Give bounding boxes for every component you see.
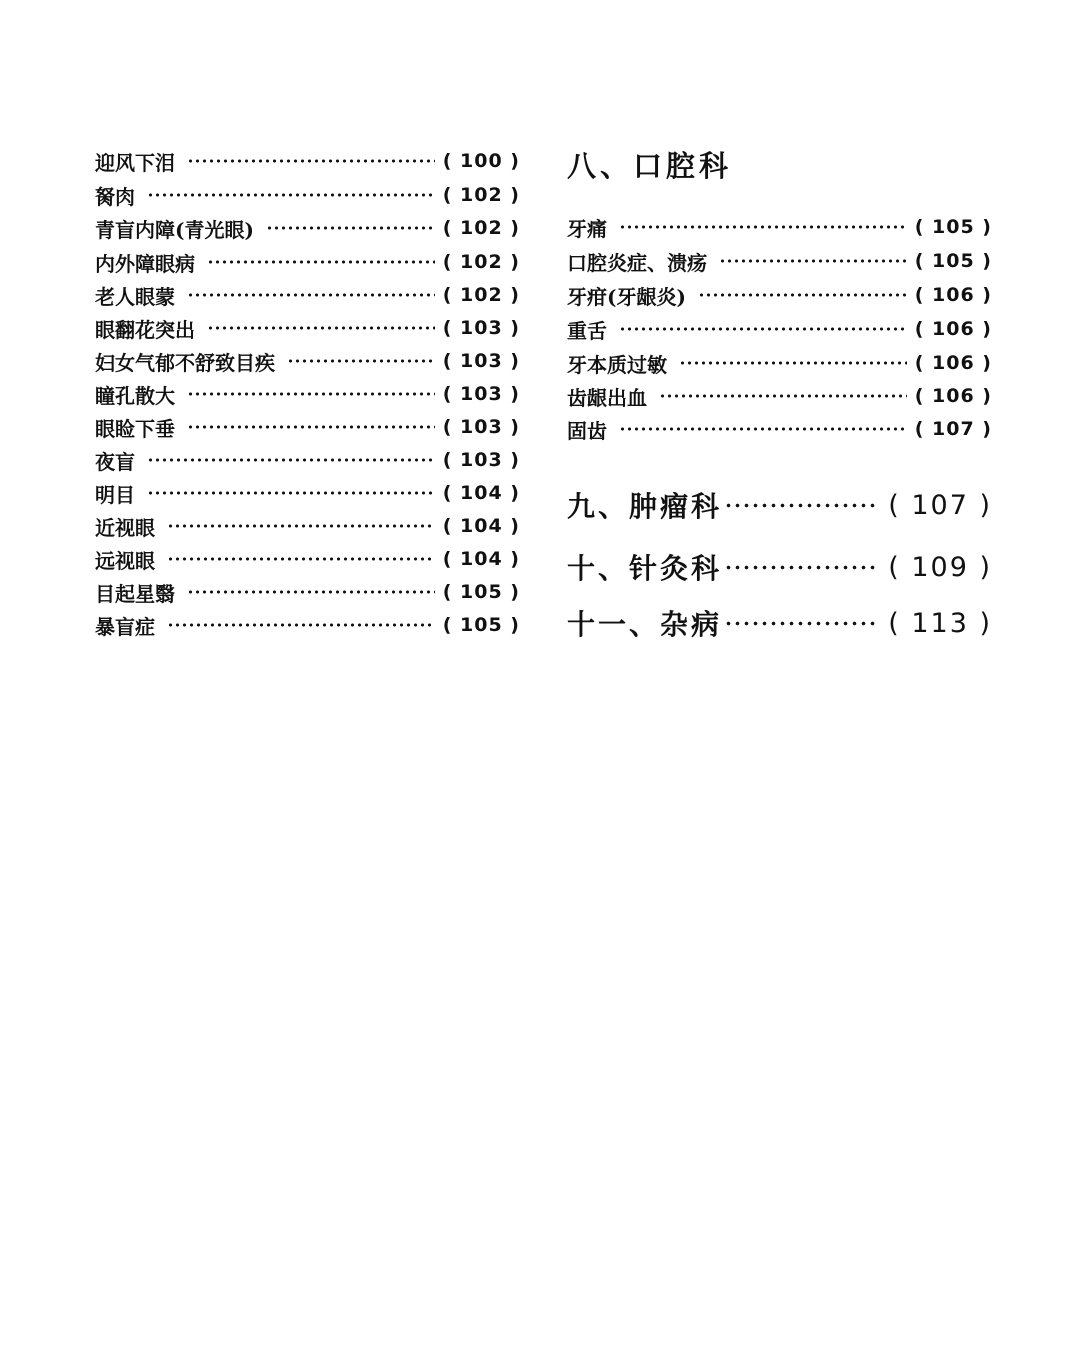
dot-leader [619, 225, 907, 229]
dot-leader [619, 427, 907, 431]
dot-leader [698, 293, 907, 297]
toc-chapter[interactable] [567, 601, 992, 645]
toc-entry-title: 暴盲症 [95, 614, 155, 639]
toc-entry-title: 瞳孔散大 [95, 383, 175, 408]
toc-entry-page: ( 102 ) [442, 217, 520, 239]
toc-entry-title: 远视眼 [95, 548, 155, 573]
dot-leader [167, 623, 435, 627]
dot-leader [679, 361, 907, 365]
toc-entry-page: ( 103 ) [442, 350, 520, 372]
toc-entry[interactable] [95, 577, 520, 607]
toc-chapter[interactable] [567, 545, 992, 589]
toc-entry-title: 齿龈出血 [567, 385, 647, 410]
toc-entry[interactable] [95, 146, 520, 176]
dot-leader [724, 565, 878, 570]
toc-entry[interactable] [567, 280, 992, 310]
toc-entry-title: 明目 [95, 482, 135, 507]
dot-leader [147, 458, 435, 462]
toc-entry-page: ( 106 ) [914, 352, 992, 374]
dot-leader [187, 425, 435, 429]
toc-entry-page: ( 104 ) [442, 482, 520, 504]
toc-entry-page: ( 105 ) [442, 614, 520, 636]
dot-leader [724, 621, 878, 626]
toc-entry-page: ( 104 ) [442, 515, 520, 537]
dot-leader [147, 491, 435, 495]
toc-entry[interactable] [567, 212, 992, 242]
toc-entry-page: ( 104 ) [442, 548, 520, 570]
dot-leader [659, 394, 907, 398]
toc-entry[interactable] [95, 511, 520, 541]
toc-entry-page: ( 107 ) [914, 418, 992, 440]
toc-chapter-page: ( 109 ) [888, 551, 992, 583]
toc-entry[interactable] [95, 280, 520, 310]
toc-entry-page: ( 102 ) [442, 184, 520, 206]
toc-entry-title: 迎风下泪 [95, 150, 175, 175]
toc-entry-page: ( 105 ) [914, 250, 992, 272]
toc-chapter-page: ( 113 ) [888, 607, 992, 639]
toc-entry[interactable] [95, 610, 520, 640]
toc-entry-page: ( 106 ) [914, 318, 992, 340]
toc-entry[interactable] [95, 313, 520, 343]
dot-leader [187, 293, 435, 297]
toc-entry-title: 夜盲 [95, 449, 135, 474]
toc-entry[interactable] [95, 379, 520, 409]
toc-entry-page: ( 106 ) [914, 385, 992, 407]
toc-chapter-title: 九、肿瘤科 [567, 490, 723, 523]
toc-entry-page: ( 103 ) [442, 449, 520, 471]
toc-entry-page: ( 103 ) [442, 317, 520, 339]
toc-chapter-title: 十一、杂病 [567, 608, 723, 641]
dot-leader [147, 193, 435, 197]
toc-entry-title: 目起星翳 [95, 581, 175, 606]
toc-entry[interactable] [95, 478, 520, 508]
toc-entry-page: ( 102 ) [442, 251, 520, 273]
section-heading-oral: 八、口腔科 [567, 149, 733, 183]
toc-entry-page: ( 103 ) [442, 383, 520, 405]
toc-entry[interactable] [95, 346, 520, 376]
toc-entry[interactable] [95, 180, 520, 210]
toc-chapter-page: ( 107 ) [888, 489, 992, 521]
toc-entry-title: 近视眼 [95, 515, 155, 540]
dot-leader [187, 590, 435, 594]
toc-entry-title: 妇女气郁不舒致目疾 [95, 350, 275, 375]
toc-entry-page: ( 106 ) [914, 284, 992, 306]
toc-entry-title: 胬肉 [95, 184, 135, 209]
dot-leader [724, 503, 878, 508]
dot-leader [187, 392, 435, 396]
dot-leader [187, 159, 435, 163]
toc-entry-title: 眼睑下垂 [95, 416, 175, 441]
toc-entry-page: ( 103 ) [442, 416, 520, 438]
toc-chapter-title: 十、针灸科 [567, 552, 723, 585]
toc-entry-page: ( 105 ) [442, 581, 520, 603]
toc-chapter[interactable] [567, 483, 992, 527]
toc-entry[interactable] [567, 414, 992, 444]
toc-entry[interactable] [95, 213, 520, 243]
toc-entry[interactable] [567, 348, 992, 378]
toc-entry-page: ( 105 ) [914, 216, 992, 238]
toc-entry-title: 内外障眼病 [95, 251, 195, 276]
toc-entry-title: 牙痛 [567, 216, 607, 241]
dot-leader [719, 259, 907, 263]
toc-entry[interactable] [95, 544, 520, 574]
toc-entry-title: 牙疳(牙龈炎) [567, 284, 686, 309]
dot-leader [619, 327, 907, 331]
dot-leader [287, 359, 435, 363]
dot-leader [207, 260, 435, 264]
toc-entry[interactable] [95, 247, 520, 277]
toc-entry-title: 重舌 [567, 318, 607, 343]
toc-entry-title: 固齿 [567, 418, 607, 443]
toc-entry-title: 牙本质过敏 [567, 352, 667, 377]
toc-entry-title: 青盲内障(青光眼) [95, 217, 254, 242]
dot-leader [266, 226, 435, 230]
toc-entry-page: ( 100 ) [442, 150, 520, 172]
dot-leader [167, 524, 435, 528]
toc-entry-title: 老人眼蒙 [95, 284, 175, 309]
toc-entry-page: ( 102 ) [442, 284, 520, 306]
toc-entry[interactable] [95, 412, 520, 442]
toc-entry-title: 口腔炎症、溃疡 [567, 250, 707, 275]
toc-entry[interactable] [567, 314, 992, 344]
toc-entry-title: 眼翻花突出 [95, 317, 195, 342]
toc-entry[interactable] [567, 381, 992, 411]
toc-entry[interactable] [95, 445, 520, 475]
toc-entry[interactable] [567, 246, 992, 276]
dot-leader [167, 557, 435, 561]
dot-leader [207, 326, 435, 330]
